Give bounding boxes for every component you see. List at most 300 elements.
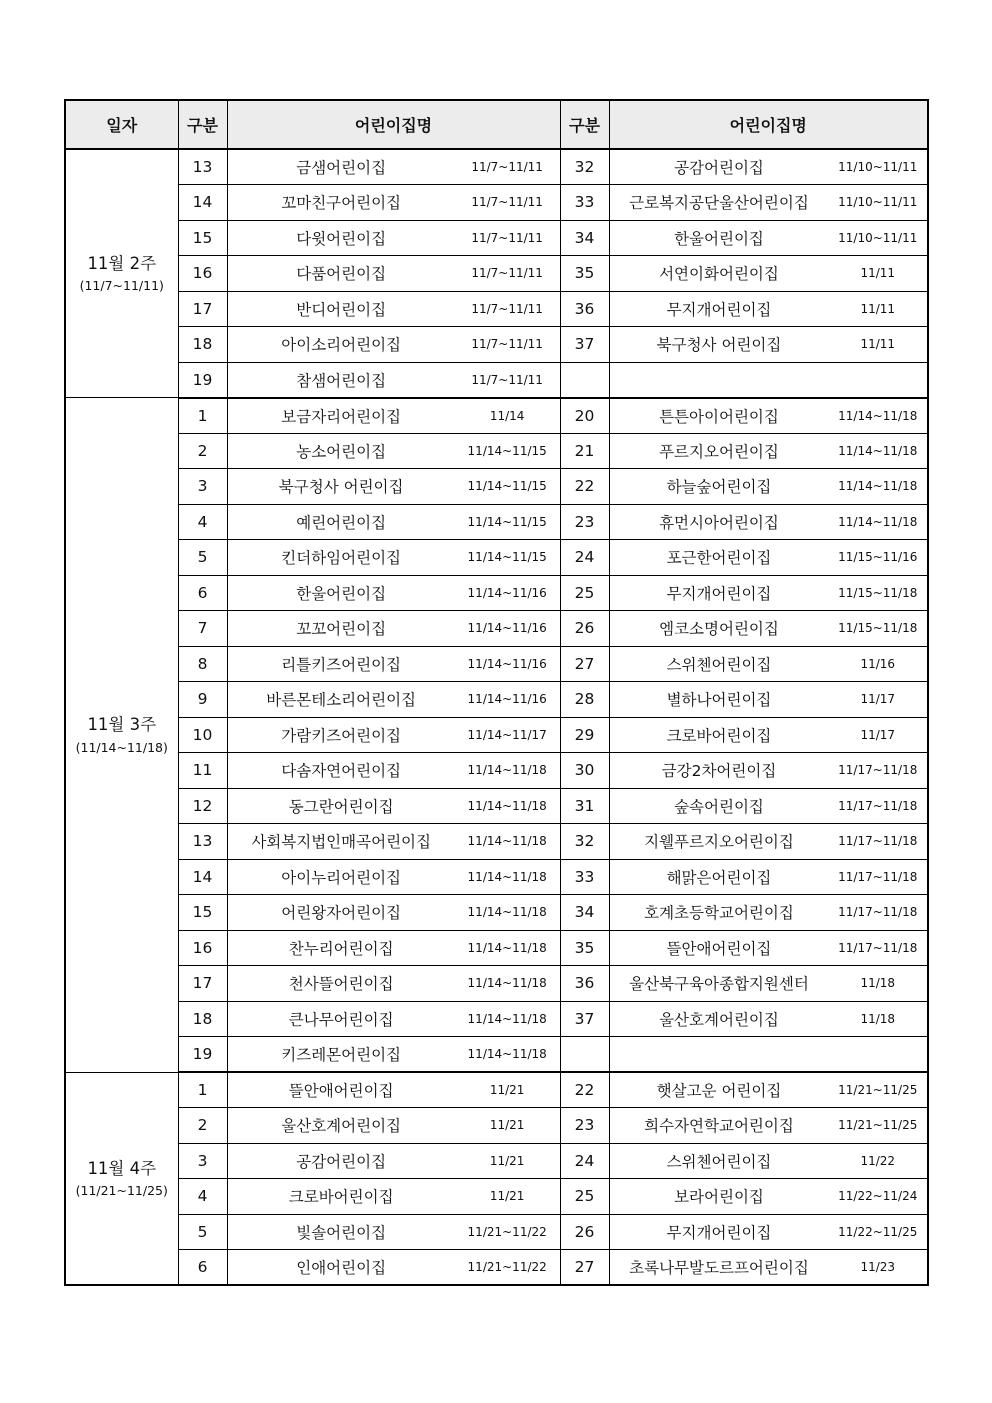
right-daycare-name-cell <box>609 1250 928 1286</box>
right-number: 33 <box>560 185 609 221</box>
left-daycare-name-cell <box>227 1001 560 1037</box>
name-date-wrap <box>610 1114 928 1136</box>
left-date-range: 11/14~11/18 <box>467 763 547 778</box>
right-daycare-name: 엠코소명어린이집 <box>659 620 779 639</box>
name-date-wrap <box>228 688 560 710</box>
left-daycare-name-cell <box>227 362 560 398</box>
table-row <box>65 575 928 611</box>
left-daycare-name: 금샘어린이집 <box>296 159 387 177</box>
left-date-range: 11/14~11/15 <box>467 479 547 494</box>
right-date-range: 11/17~11/18 <box>838 798 918 813</box>
right-daycare-name: 스위첸어린이집 <box>666 1152 772 1171</box>
right-daycare-name-cell <box>609 788 928 824</box>
right-daycare-name-cell <box>609 753 928 789</box>
table-row <box>65 1250 928 1286</box>
right-date-range: 11/17~11/18 <box>838 763 918 778</box>
name-date-wrap <box>228 1008 560 1030</box>
right-daycare-name: 희수자연학교어린이집 <box>644 1117 794 1136</box>
week-cell <box>65 398 178 1073</box>
left-number: 15 <box>178 220 227 256</box>
right-daycare-name-cell <box>609 646 928 682</box>
right-date-range: 11/17~11/18 <box>838 940 918 955</box>
table-row <box>65 469 928 505</box>
table-row <box>65 1143 928 1179</box>
left-daycare-name-cell <box>227 1179 560 1215</box>
left-daycare-name-cell <box>227 575 560 611</box>
table-row <box>65 1037 928 1073</box>
left-daycare-name: 보금자리어린이집 <box>281 407 402 426</box>
right-date-range: 11/17~11/18 <box>838 834 918 849</box>
left-daycare-name: 북구청사 어린이집 <box>278 478 404 497</box>
right-daycare-name-cell <box>609 504 928 540</box>
name-date-wrap <box>228 156 560 178</box>
right-daycare-name: 울산호계어린이집 <box>659 1010 779 1029</box>
right-daycare-name: 해맑은어린이집 <box>666 868 772 887</box>
right-date-range: 11/21~11/25 <box>838 1083 918 1097</box>
left-number: 2 <box>178 433 227 469</box>
right-date-range: 11/10~11/11 <box>838 160 918 174</box>
right-number: 27 <box>560 646 609 682</box>
right-number: 32 <box>560 149 609 185</box>
left-daycare-name-cell <box>227 824 560 860</box>
table-row <box>65 1072 928 1108</box>
left-daycare-name-cell <box>227 220 560 256</box>
name-date-wrap <box>610 1150 928 1172</box>
right-daycare-name: 보라어린이집 <box>674 1188 764 1207</box>
right-daycare-name: 크로바어린이집 <box>666 726 772 745</box>
right-daycare-name-cell <box>609 859 928 895</box>
left-daycare-name: 큰나무어린이집 <box>288 1010 394 1029</box>
right-daycare-name-cell <box>609 1179 928 1215</box>
left-daycare-name-cell <box>227 753 560 789</box>
right-date-range: 11/11 <box>860 266 896 281</box>
right-number: 37 <box>560 327 609 363</box>
left-number: 9 <box>178 682 227 718</box>
right-daycare-name-cell <box>609 1037 928 1073</box>
left-daycare-name-cell <box>227 1214 560 1250</box>
week-range: (11/14~11/18) <box>75 739 168 755</box>
right-daycare-name-cell <box>609 966 928 1002</box>
left-number: 7 <box>178 611 227 647</box>
left-daycare-name-cell <box>227 398 560 434</box>
table-row <box>65 149 928 185</box>
right-number <box>560 362 609 398</box>
left-daycare-name-cell <box>227 1037 560 1073</box>
right-daycare-name: 금강2차어린이집 <box>661 762 777 781</box>
left-number: 6 <box>178 575 227 611</box>
left-daycare-name-cell <box>227 256 560 292</box>
name-date-wrap <box>228 1079 560 1101</box>
right-number: 36 <box>560 291 609 327</box>
table-row <box>65 788 928 824</box>
left-number: 10 <box>178 717 227 753</box>
left-date-range: 11/7~11/11 <box>471 337 543 352</box>
right-daycare-name-cell <box>609 1143 928 1179</box>
table-row <box>65 859 928 895</box>
left-date-range: 11/21 <box>489 1189 525 1204</box>
table-row <box>65 966 928 1002</box>
left-number: 8 <box>178 646 227 682</box>
name-date-wrap <box>228 440 560 462</box>
table-row <box>65 1001 928 1037</box>
left-date-range: 11/21~11/22 <box>467 1260 547 1274</box>
right-number: 23 <box>560 504 609 540</box>
left-daycare-name: 공감어린이집 <box>296 1152 387 1171</box>
name-date-wrap <box>228 582 560 604</box>
right-date-range: 11/14~11/18 <box>838 408 918 423</box>
right-number: 35 <box>560 256 609 292</box>
name-date-wrap <box>228 298 560 320</box>
left-daycare-name-cell <box>227 930 560 966</box>
left-number: 4 <box>178 504 227 540</box>
right-date-range: 11/22~11/24 <box>838 1189 918 1204</box>
week-group <box>65 398 928 1073</box>
right-daycare-name-cell <box>609 469 928 505</box>
left-number: 6 <box>178 1250 227 1286</box>
left-number: 3 <box>178 1143 227 1179</box>
right-number: 33 <box>560 859 609 895</box>
left-number: 17 <box>178 966 227 1002</box>
right-daycare-name: 공감어린이집 <box>674 159 764 177</box>
right-date-range: 11/16 <box>860 656 896 671</box>
left-date-range: 11/7~11/11 <box>471 230 543 245</box>
name-date-wrap <box>228 1256 560 1278</box>
left-date-range: 11/14~11/18 <box>467 940 547 955</box>
left-daycare-name: 뜰안애어린이집 <box>288 1082 394 1100</box>
left-number: 11 <box>178 753 227 789</box>
right-number: 25 <box>560 1179 609 1215</box>
name-date-wrap <box>228 653 560 675</box>
right-number: 21 <box>560 433 609 469</box>
right-date-range: 11/15~11/16 <box>838 550 918 565</box>
left-daycare-name: 천사뜰어린이집 <box>288 975 394 994</box>
right-date-range: 11/14~11/18 <box>838 514 918 529</box>
left-date-range: 11/14~11/18 <box>467 905 547 920</box>
name-date-wrap <box>610 830 928 852</box>
left-date-range: 11/7~11/11 <box>471 266 543 281</box>
name-date-wrap <box>610 759 928 781</box>
right-daycare-name: 별하나어린이집 <box>666 691 772 710</box>
left-daycare-name: 꼬마친구어린이집 <box>281 194 402 213</box>
right-date-range: 11/22~11/25 <box>838 1224 918 1239</box>
right-date-range: 11/23 <box>860 1260 896 1274</box>
right-daycare-name: 초록나무발도르프어린이집 <box>629 1259 809 1277</box>
name-date-wrap <box>228 724 560 746</box>
table-row <box>65 362 928 398</box>
left-date-range: 11/7~11/11 <box>471 372 543 387</box>
right-daycare-name-cell <box>609 824 928 860</box>
right-daycare-name: 뜰안애어린이집 <box>666 939 772 958</box>
table-row <box>65 327 928 363</box>
name-date-wrap <box>228 937 560 959</box>
left-date-range: 11/14~11/18 <box>467 1011 547 1026</box>
left-daycare-name-cell <box>227 788 560 824</box>
left-daycare-name: 동그란어린이집 <box>288 797 394 816</box>
right-daycare-name-cell <box>609 1214 928 1250</box>
left-number: 14 <box>178 859 227 895</box>
table-row <box>65 646 928 682</box>
right-daycare-name: 햇살고운 어린이집 <box>656 1082 782 1100</box>
left-date-range: 11/14~11/18 <box>467 834 547 849</box>
left-date-range: 11/14~11/16 <box>467 621 547 636</box>
right-number: 22 <box>560 1072 609 1108</box>
right-number <box>560 1037 609 1073</box>
right-daycare-name-cell <box>609 291 928 327</box>
name-date-wrap <box>610 156 928 178</box>
name-date-wrap <box>610 298 928 320</box>
right-daycare-name-cell <box>609 1072 928 1108</box>
right-daycare-name-cell <box>609 540 928 576</box>
left-number: 12 <box>178 788 227 824</box>
right-number: 30 <box>560 753 609 789</box>
name-date-wrap <box>610 688 928 710</box>
right-date-range: 11/14~11/18 <box>838 443 918 458</box>
right-daycare-name-cell <box>609 895 928 931</box>
right-daycare-name: 튼튼아이어린이집 <box>659 407 779 426</box>
left-date-range: 11/14 <box>489 408 525 423</box>
week-label: 11월 2주 <box>87 254 157 274</box>
name-date-wrap <box>228 830 560 852</box>
left-number: 13 <box>178 149 227 185</box>
left-daycare-name: 크로바어린이집 <box>288 1188 394 1207</box>
left-daycare-name-cell <box>227 611 560 647</box>
right-daycare-name-cell <box>609 256 928 292</box>
left-date-range: 11/14~11/18 <box>467 1047 547 1061</box>
name-date-wrap <box>228 511 560 533</box>
right-number: 20 <box>560 398 609 434</box>
right-daycare-name: 무지개어린이집 <box>666 1223 772 1242</box>
left-daycare-name-cell <box>227 433 560 469</box>
right-number: 24 <box>560 1143 609 1179</box>
name-date-wrap <box>610 546 928 568</box>
left-date-range: 11/14~11/15 <box>467 443 547 458</box>
name-date-wrap <box>228 795 560 817</box>
name-date-wrap <box>228 227 560 249</box>
name-date-wrap <box>610 1079 928 1101</box>
left-daycare-name: 예린어린이집 <box>296 513 387 532</box>
left-date-range: 11/7~11/11 <box>471 160 543 174</box>
week-group <box>65 149 928 398</box>
name-date-wrap <box>228 1043 560 1065</box>
left-number: 16 <box>178 930 227 966</box>
table-row <box>65 504 928 540</box>
right-date-range: 11/17 <box>860 727 896 742</box>
right-daycare-name: 푸르지오어린이집 <box>659 442 779 461</box>
right-date-range: 11/15~11/18 <box>838 621 918 636</box>
left-date-range: 11/14~11/18 <box>467 976 547 991</box>
name-date-wrap <box>610 1256 928 1278</box>
name-date-wrap <box>228 866 560 888</box>
left-daycare-name: 어린왕자어린이집 <box>281 904 402 923</box>
name-date-wrap <box>228 1185 560 1207</box>
left-number: 5 <box>178 1214 227 1250</box>
right-date-range: 11/18 <box>860 1011 896 1026</box>
table-row <box>65 1179 928 1215</box>
left-daycare-name: 사회복지법인매곡어린이집 <box>251 833 431 852</box>
name-date-wrap <box>610 191 928 213</box>
header-daycare-name-2: 어린이집명 <box>609 100 928 149</box>
name-date-wrap <box>610 440 928 462</box>
name-date-wrap <box>228 759 560 781</box>
left-daycare-name-cell <box>227 327 560 363</box>
right-date-range: 11/15~11/18 <box>838 585 918 600</box>
table-row <box>65 220 928 256</box>
left-date-range: 11/7~11/11 <box>471 301 543 316</box>
right-number: 29 <box>560 717 609 753</box>
left-daycare-name-cell <box>227 895 560 931</box>
right-daycare-name: 스위첸어린이집 <box>666 655 772 674</box>
week-label: 11월 3주 <box>87 715 157 735</box>
name-date-wrap <box>610 937 928 959</box>
table-row <box>65 611 928 647</box>
header-daycare-name: 어린이집명 <box>227 100 560 149</box>
left-date-range: 11/21~11/22 <box>467 1224 547 1239</box>
left-date-range: 11/14~11/16 <box>467 692 547 707</box>
right-number: 37 <box>560 1001 609 1037</box>
left-number: 15 <box>178 895 227 931</box>
table-row <box>65 1108 928 1144</box>
right-daycare-name-cell <box>609 1108 928 1144</box>
name-date-wrap <box>610 1185 928 1207</box>
left-daycare-name-cell <box>227 966 560 1002</box>
table-row <box>65 256 928 292</box>
left-daycare-name-cell <box>227 149 560 185</box>
left-daycare-name: 꼬꼬어린이집 <box>296 620 387 639</box>
left-daycare-name: 바른몬테소리어린이집 <box>266 691 417 710</box>
name-date-wrap <box>610 475 928 497</box>
left-date-range: 11/14~11/17 <box>467 727 547 742</box>
table-row <box>65 824 928 860</box>
right-date-range: 11/10~11/11 <box>838 195 918 210</box>
left-date-range: 11/7~11/11 <box>471 195 543 210</box>
right-number: 23 <box>560 1108 609 1144</box>
left-date-range: 11/14~11/15 <box>467 550 547 565</box>
header-number: 구분 <box>178 100 227 149</box>
left-daycare-name-cell <box>227 859 560 895</box>
left-date-range: 11/14~11/16 <box>467 585 547 600</box>
header-number-2: 구분 <box>560 100 609 149</box>
left-date-range: 11/14~11/15 <box>467 514 547 529</box>
left-number: 19 <box>178 362 227 398</box>
left-number: 1 <box>178 398 227 434</box>
right-daycare-name-cell <box>609 433 928 469</box>
left-number: 16 <box>178 256 227 292</box>
table-row <box>65 540 928 576</box>
left-number: 19 <box>178 1037 227 1073</box>
left-daycare-name-cell <box>227 540 560 576</box>
left-date-range: 11/21 <box>489 1118 525 1133</box>
right-number: 36 <box>560 966 609 1002</box>
name-date-wrap <box>228 972 560 994</box>
right-date-range: 11/11 <box>860 337 896 352</box>
left-daycare-name: 다솜자연어린이집 <box>281 762 402 781</box>
right-daycare-name: 숲속어린이집 <box>674 797 764 816</box>
name-date-wrap <box>228 475 560 497</box>
name-date-wrap <box>228 1221 560 1243</box>
left-number: 14 <box>178 185 227 221</box>
table-row <box>65 398 928 434</box>
name-date-wrap <box>610 972 928 994</box>
left-number: 13 <box>178 824 227 860</box>
left-daycare-name-cell <box>227 291 560 327</box>
left-daycare-name: 가람키즈어린이집 <box>281 726 402 745</box>
name-date-wrap <box>610 901 928 923</box>
left-number: 4 <box>178 1179 227 1215</box>
week-group <box>65 1072 928 1285</box>
name-date-wrap <box>610 866 928 888</box>
name-date-wrap <box>610 1221 928 1243</box>
right-date-range: 11/22 <box>860 1153 896 1168</box>
left-daycare-name: 찬누리어린이집 <box>288 939 394 958</box>
week-cell <box>65 149 178 398</box>
name-date-wrap <box>610 227 928 249</box>
left-daycare-name-cell <box>227 185 560 221</box>
right-number: 32 <box>560 824 609 860</box>
name-date-wrap <box>610 511 928 533</box>
name-date-wrap <box>228 369 560 391</box>
table-row <box>65 717 928 753</box>
name-date-wrap <box>228 333 560 355</box>
right-date-range: 11/17~11/18 <box>838 869 918 884</box>
table-row <box>65 753 928 789</box>
name-date-wrap <box>228 546 560 568</box>
left-date-range: 11/14~11/18 <box>467 798 547 813</box>
right-daycare-name-cell <box>609 575 928 611</box>
left-daycare-name: 킨더하임어린이집 <box>281 549 402 568</box>
left-daycare-name: 울산호계어린이집 <box>281 1117 402 1136</box>
name-date-wrap <box>610 333 928 355</box>
right-daycare-name: 포근한어린이집 <box>666 549 772 568</box>
week-range: (11/21~11/25) <box>75 1183 168 1199</box>
left-date-range: 11/14~11/16 <box>467 656 547 671</box>
right-daycare-name: 한울어린이집 <box>674 229 764 248</box>
right-number: 24 <box>560 540 609 576</box>
right-daycare-name: 호계초등학교어린이집 <box>644 904 794 923</box>
left-daycare-name: 농소어린이집 <box>296 442 387 461</box>
left-daycare-name: 아이누리어린이집 <box>281 868 402 887</box>
table-row <box>65 433 928 469</box>
table-row <box>65 1214 928 1250</box>
schedule-table <box>64 99 929 1286</box>
right-date-range: 11/11 <box>860 301 896 316</box>
right-number: 35 <box>560 930 609 966</box>
left-number: 17 <box>178 291 227 327</box>
left-number: 18 <box>178 1001 227 1037</box>
right-date-range: 11/17 <box>860 692 896 707</box>
right-daycare-name: 근로복지공단울산어린이집 <box>629 194 809 213</box>
left-daycare-name-cell <box>227 682 560 718</box>
week-cell <box>65 1072 178 1285</box>
table-row <box>65 682 928 718</box>
name-date-wrap <box>610 405 928 427</box>
left-daycare-name: 아이소리어린이집 <box>281 336 402 355</box>
right-daycare-name-cell <box>609 220 928 256</box>
right-number: 26 <box>560 1214 609 1250</box>
right-daycare-name-cell <box>609 930 928 966</box>
left-number: 3 <box>178 469 227 505</box>
right-daycare-name: 서연이화어린이집 <box>659 265 779 284</box>
name-date-wrap <box>610 262 928 284</box>
right-daycare-name: 무지개어린이집 <box>666 584 772 603</box>
table-row <box>65 291 928 327</box>
left-daycare-name: 다윗어린이집 <box>296 229 387 248</box>
right-daycare-name: 휴먼시아어린이집 <box>659 513 779 532</box>
left-daycare-name-cell <box>227 469 560 505</box>
left-daycare-name: 리틀키즈어린이집 <box>281 655 402 674</box>
right-daycare-name-cell <box>609 149 928 185</box>
left-daycare-name-cell <box>227 1143 560 1179</box>
left-daycare-name-cell <box>227 1108 560 1144</box>
